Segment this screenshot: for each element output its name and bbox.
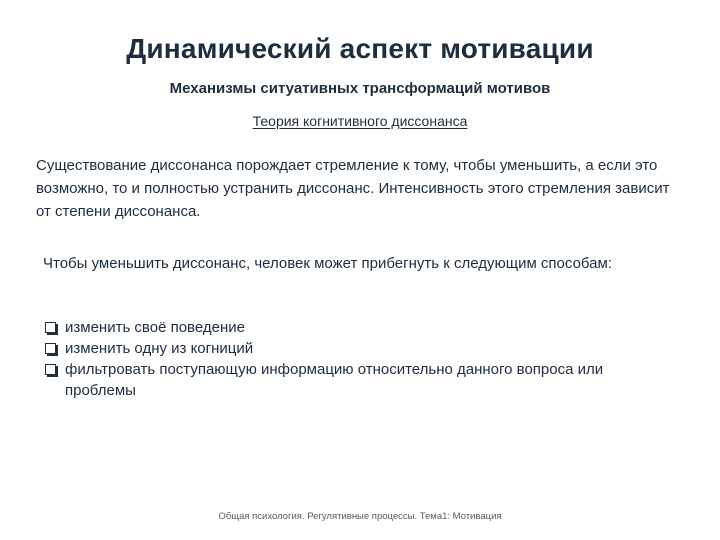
methods-list [43, 317, 673, 401]
slide-subtitle: Механизмы ситуативных трансформаций мотивов [169, 80, 551, 97]
paragraph-reduction-intro: Чтобы уменьшить диссонанс, человек может прибегнуть к следующим способам: [43, 255, 612, 272]
list-item-text: изменить одну из когниций [65, 340, 254, 357]
list-item [43, 359, 673, 401]
theory-heading: Теория когнитивного диссонанса [252, 113, 468, 129]
list-item [43, 338, 673, 359]
paragraph-dissonance-effect: Существование диссонанса порождает стремление к тому, чтобы уменьшить, а если это возможно, то и полностью устранить диссонанс. Интенсивность этого стремления зависит от степени диссонанса. [36, 157, 670, 220]
slide-title: Динамический аспект мотивации [126, 33, 594, 64]
list-item [43, 317, 673, 338]
square-bullet-icon [45, 322, 56, 333]
list-item-text: изменить своё поведение [65, 319, 245, 336]
slide-footer: Общая психология. Регулятивные процессы. Тема1: Мотивация [218, 511, 502, 522]
list-item-text: фильтровать поступающую информацию относительно данного вопроса или проблемы [65, 361, 604, 399]
square-bullet-icon [45, 343, 56, 354]
square-bullet-icon [45, 364, 56, 375]
theory-heading-container [0, 113, 720, 129]
